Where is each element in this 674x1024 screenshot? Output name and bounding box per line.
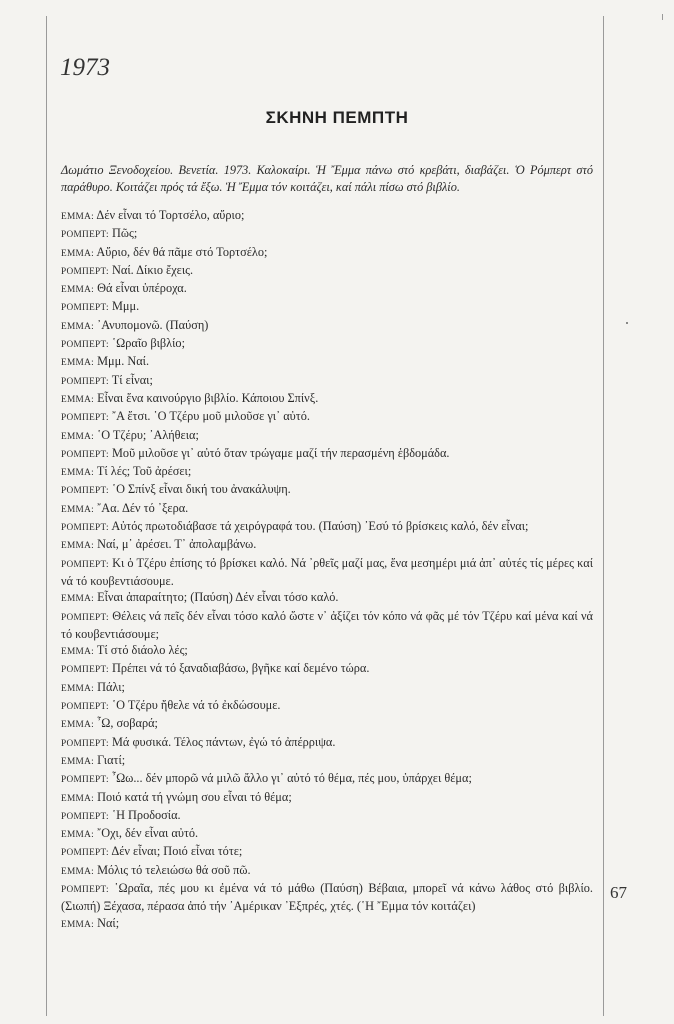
dialogue-text: ῏Ω, σοβαρά; [97, 716, 158, 731]
dialogue-line [61, 298, 593, 316]
speaker-name: ΡΟΜΠΕΡΤ: [61, 449, 109, 460]
dialogue-line [61, 536, 593, 554]
dialogue-line [61, 642, 593, 660]
speaker-name: ΡΟΜΠΕΡΤ: [61, 486, 109, 497]
speaker-name: ΕΜΜΑ: [61, 594, 95, 605]
dialogue-line [61, 353, 593, 371]
dialogue-text: Δέν εἶναι; Ποιό εἶναι τότε; [111, 844, 243, 859]
dialogue-line [61, 807, 593, 825]
speaker-name: ΡΟΜΠΕΡΤ: [61, 612, 109, 623]
speaker-name: ΡΟΜΠΕΡΤ: [61, 340, 109, 351]
dialogue-line [61, 697, 593, 715]
dialogue-text: Γιατί; [97, 752, 126, 767]
speaker-name: ΡΟΜΠΕΡΤ: [61, 811, 109, 822]
dialogue-line [61, 880, 593, 915]
dialogue-line [61, 372, 593, 390]
dialogue-line [61, 660, 593, 678]
speaker-name: ΕΜΜΑ: [61, 541, 95, 552]
speaker-name: ΕΜΜΑ: [61, 866, 95, 877]
left-margin-rule [46, 16, 47, 1016]
speaker-name: ΕΜΜΑ: [61, 394, 95, 405]
dialogue-text: Τί εἶναι; [111, 372, 153, 387]
dialogue-line [61, 445, 593, 463]
dialogue-text: Πρέπει νά τό ξαναδιαβάσω, βγῆκε καί δεμένο τώρα. [112, 661, 370, 676]
speaker-name: ΕΜΜΑ: [61, 468, 95, 479]
dialogue-line [61, 335, 593, 353]
dialogue-text: Μά φυσικά. Τέλος πάντων, ἐγώ τό ἀπέρριψα. [112, 734, 336, 749]
speaker-name: ΕΜΜΑ: [61, 756, 95, 767]
dialogue-line [61, 843, 593, 861]
dialogue-text: Ναί. Δίκιο ἔχεις. [112, 262, 194, 277]
scene-title: ΣΚΗΝΗ ΠΕΜΠΤΗ [265, 108, 409, 127]
dialogue-line [61, 262, 593, 280]
speaker-name: ΡΟΜΠΕΡΤ: [61, 559, 109, 570]
dialogue-line [61, 518, 593, 536]
margin-dot [626, 322, 628, 324]
speaker-name: ΡΟΜΠΕΡΤ: [61, 884, 109, 895]
dialogue-line [61, 555, 593, 590]
dialogue-text: Εἶναι ἕνα καινούργιο βιβλίο. Κάποιου Σπίνξ. [97, 390, 319, 405]
speaker-name: ΡΟΜΠΕΡΤ: [61, 523, 109, 534]
dialogue-line [61, 789, 593, 807]
dialogue-line [61, 408, 593, 426]
dialogue-text: ῾Ο Τζέρυ ἤθελε νά τό ἐκδώσουμε. [112, 698, 281, 713]
speaker-name: ΕΜΜΑ: [61, 431, 95, 442]
dialogue-line [61, 825, 593, 843]
dialogue-text: Αὐτός πρωτοδιάβασε τά χειρόγραφά του. (Παύση) ᾿Εσύ τό βρίσκεις καλό, δέν εἶναι; [111, 519, 529, 534]
speaker-name: ΡΟΜΠΕΡΤ: [61, 413, 109, 424]
speaker-name: ΕΜΜΑ: [61, 212, 95, 222]
right-margin-rule [603, 16, 604, 1016]
speaker-name: ΡΟΜΠΕΡΤ: [61, 702, 109, 713]
dialogue-line [61, 770, 593, 788]
dialogue-line [61, 207, 593, 225]
dialogue-text: Εἶναι ἀπαραίτητο; (Παύση) Δέν εἶναι τόσο καλό. [97, 590, 339, 605]
speaker-name: ΡΟΜΠΕΡΤ: [61, 848, 109, 859]
dialogue-text: ῏Ωω... δέν μπορῶ νά μιλῶ ἄλλο γι᾿ αὐτό τό θέμα, πές μου, ὑπάρχει θέμα; [112, 771, 472, 786]
speaker-name: ΕΜΜΑ: [61, 683, 95, 694]
dialogue-text: ῾Ωραῖα, πές μου κι ἐμένα νά τό μάθω (Παύση) Βέβαια, μπορεῖ νά κάνω λάθος στό βιβλίο. (Σιωπή) Ξέχασα, πέρασα ἀπό τήν ᾿Αμέρικαν ᾿Εξπρές, χτές. (῾Η ῎Εμμα τόν κοιτάζει) [61, 880, 593, 914]
speaker-name: ΕΜΜΑ: [61, 793, 95, 804]
dialogue-line [61, 915, 593, 933]
dialogue-list [61, 207, 593, 933]
dialogue-line [61, 280, 593, 298]
dialogue-text: Μμμ. Ναί. [97, 354, 150, 369]
dialogue-text: Ναί, μ᾿ ἀρέσει. Τ᾿ ἀπολαμβάνω. [97, 537, 257, 552]
dialogue-line [61, 390, 593, 408]
speaker-name: ΕΜΜΑ: [61, 919, 95, 930]
dialogue-text: Μμμ. [112, 299, 140, 314]
speaker-name: ΡΟΜΠΕΡΤ: [61, 775, 109, 786]
corner-mark [662, 14, 663, 20]
dialogue-line [61, 317, 593, 335]
dialogue-line [61, 225, 593, 243]
dialogue-line [61, 589, 593, 607]
speaker-name: ΕΜΜΑ: [61, 647, 95, 658]
dialogue-text: Θά εἶναι ὑπέροχα. [97, 281, 187, 296]
dialogue-text: Μοῦ μιλοῦσε γι᾿ αὐτό ὅταν τρώγαμε μαζί τήν περασμένη ἑβδομάδα. [112, 445, 450, 460]
speaker-name: ΡΟΜΠΕΡΤ: [61, 303, 109, 314]
speaker-name: ΕΜΜΑ: [61, 321, 95, 332]
dialogue-text: Δέν εἶναι τό Τορτσέλο, αὔριο; [96, 208, 245, 222]
page-number: 67 [610, 883, 627, 902]
speaker-name: ΕΜΜΑ: [61, 830, 95, 841]
dialogue-text: Αὔριο, δέν θά πᾶμε στό Τορτσέλο; [96, 244, 268, 259]
speaker-name: ΕΜΜΑ: [61, 720, 95, 731]
dialogue-line [61, 862, 593, 880]
speaker-name: ΡΟΜΠΕΡΤ: [61, 376, 109, 387]
speaker-name: ΕΜΜΑ: [61, 285, 95, 296]
dialogue-line [61, 715, 593, 733]
dialogue-text: Τί λές; Τοῦ ἀρέσει; [96, 464, 192, 479]
dialogue-text: Μόλις τό τελειώσω θά σοῦ πῶ. [97, 862, 251, 877]
speaker-name: ΡΟΜΠΕΡΤ: [61, 738, 109, 749]
dialogue-line [61, 608, 593, 643]
dialogue-text: ῎Αα. Δέν τό ᾿ξερα. [97, 500, 189, 515]
dialogue-line [61, 244, 593, 262]
chapter-year: 1973 [60, 54, 110, 81]
dialogue-line [61, 679, 593, 697]
speaker-name: ΕΜΜΑ: [61, 248, 95, 259]
dialogue-text: Τί στό διάολο λές; [96, 643, 188, 658]
dialogue-text: Κι ὁ Τζέρυ ἐπίσης τό βρίσκει καλό. Νά ᾿ρθεῖς μαζί μας, ἕνα μεσημέρι μιά ἀπ᾿ αὐτές τίς μέρες καί νά τό κουβεντιάσουμε. [61, 555, 593, 588]
dialogue-line [61, 481, 593, 499]
dialogue-text: ῾Η Προδοσία. [112, 807, 181, 822]
dialogue-line [61, 427, 593, 445]
speaker-name: ΡΟΜΠΕΡΤ: [61, 665, 109, 676]
dialogue-line [61, 734, 593, 752]
speaker-name: ΡΟΜΠΕΡΤ: [61, 266, 109, 277]
speaker-name: ΕΜΜΑ: [61, 358, 95, 369]
dialogue-text: Ναί; [97, 915, 120, 930]
dialogue-line [61, 752, 593, 770]
dialogue-text: ῾Ο Τζέρυ; ᾿Αλήθεια; [97, 427, 199, 442]
dialogue-line [61, 463, 593, 481]
dialogue-text: Πάλι; [97, 679, 125, 694]
dialogue-text: ᾿Ανυπομονῶ. (Παύση) [97, 317, 209, 332]
dialogue-text: Ποιό κατά τή γνώμη σου εἶναι τό θέμα; [97, 789, 292, 804]
dialogue-text: ῎Οχι, δέν εἶναι αὐτό. [97, 826, 199, 841]
dialogue-text: Θέλεις νά πεῖς δέν εἶναι τόσο καλό ὥστε ν᾿ ἀξίζει τόν κόπο νά φᾶς μέ τόν Τζέρυ καί μένα καί νά τό κουβεντιάσουμε; [61, 608, 593, 641]
dialogue-text: Πῶς; [112, 226, 138, 241]
dialogue-text: ῎Α ἔτσι. ῾Ο Τζέρυ μοῦ μιλοῦσε γι᾿ αὐτό. [112, 409, 310, 424]
speaker-name: ΕΜΜΑ: [61, 504, 95, 515]
dialogue-text: ῾Ο Σπίνξ εἶναι δική του ἀνακάλυψη. [112, 482, 291, 497]
dialogue-text: ῾Ωραῖο βιβλίο; [112, 336, 186, 351]
dialogue-line [61, 500, 593, 518]
page-content [61, 162, 593, 933]
speaker-name: ΡΟΜΠΕΡΤ: [61, 230, 109, 241]
stage-direction: Δωμάτιο Ξενοδοχείου. Βενετία. 1973. Καλοκαίρι. Ἡ Ἔμμα πάνω στό κρεβάτι, διαβάζει. Ὁ Ρόμπερτ στό παράθυρο. Κοιτάζει πρός τά ἔξω. Ἡ Ἔμμα τόν κοιτάζει, καί πάλι πίσω στό βιβλίο. [61, 163, 593, 194]
